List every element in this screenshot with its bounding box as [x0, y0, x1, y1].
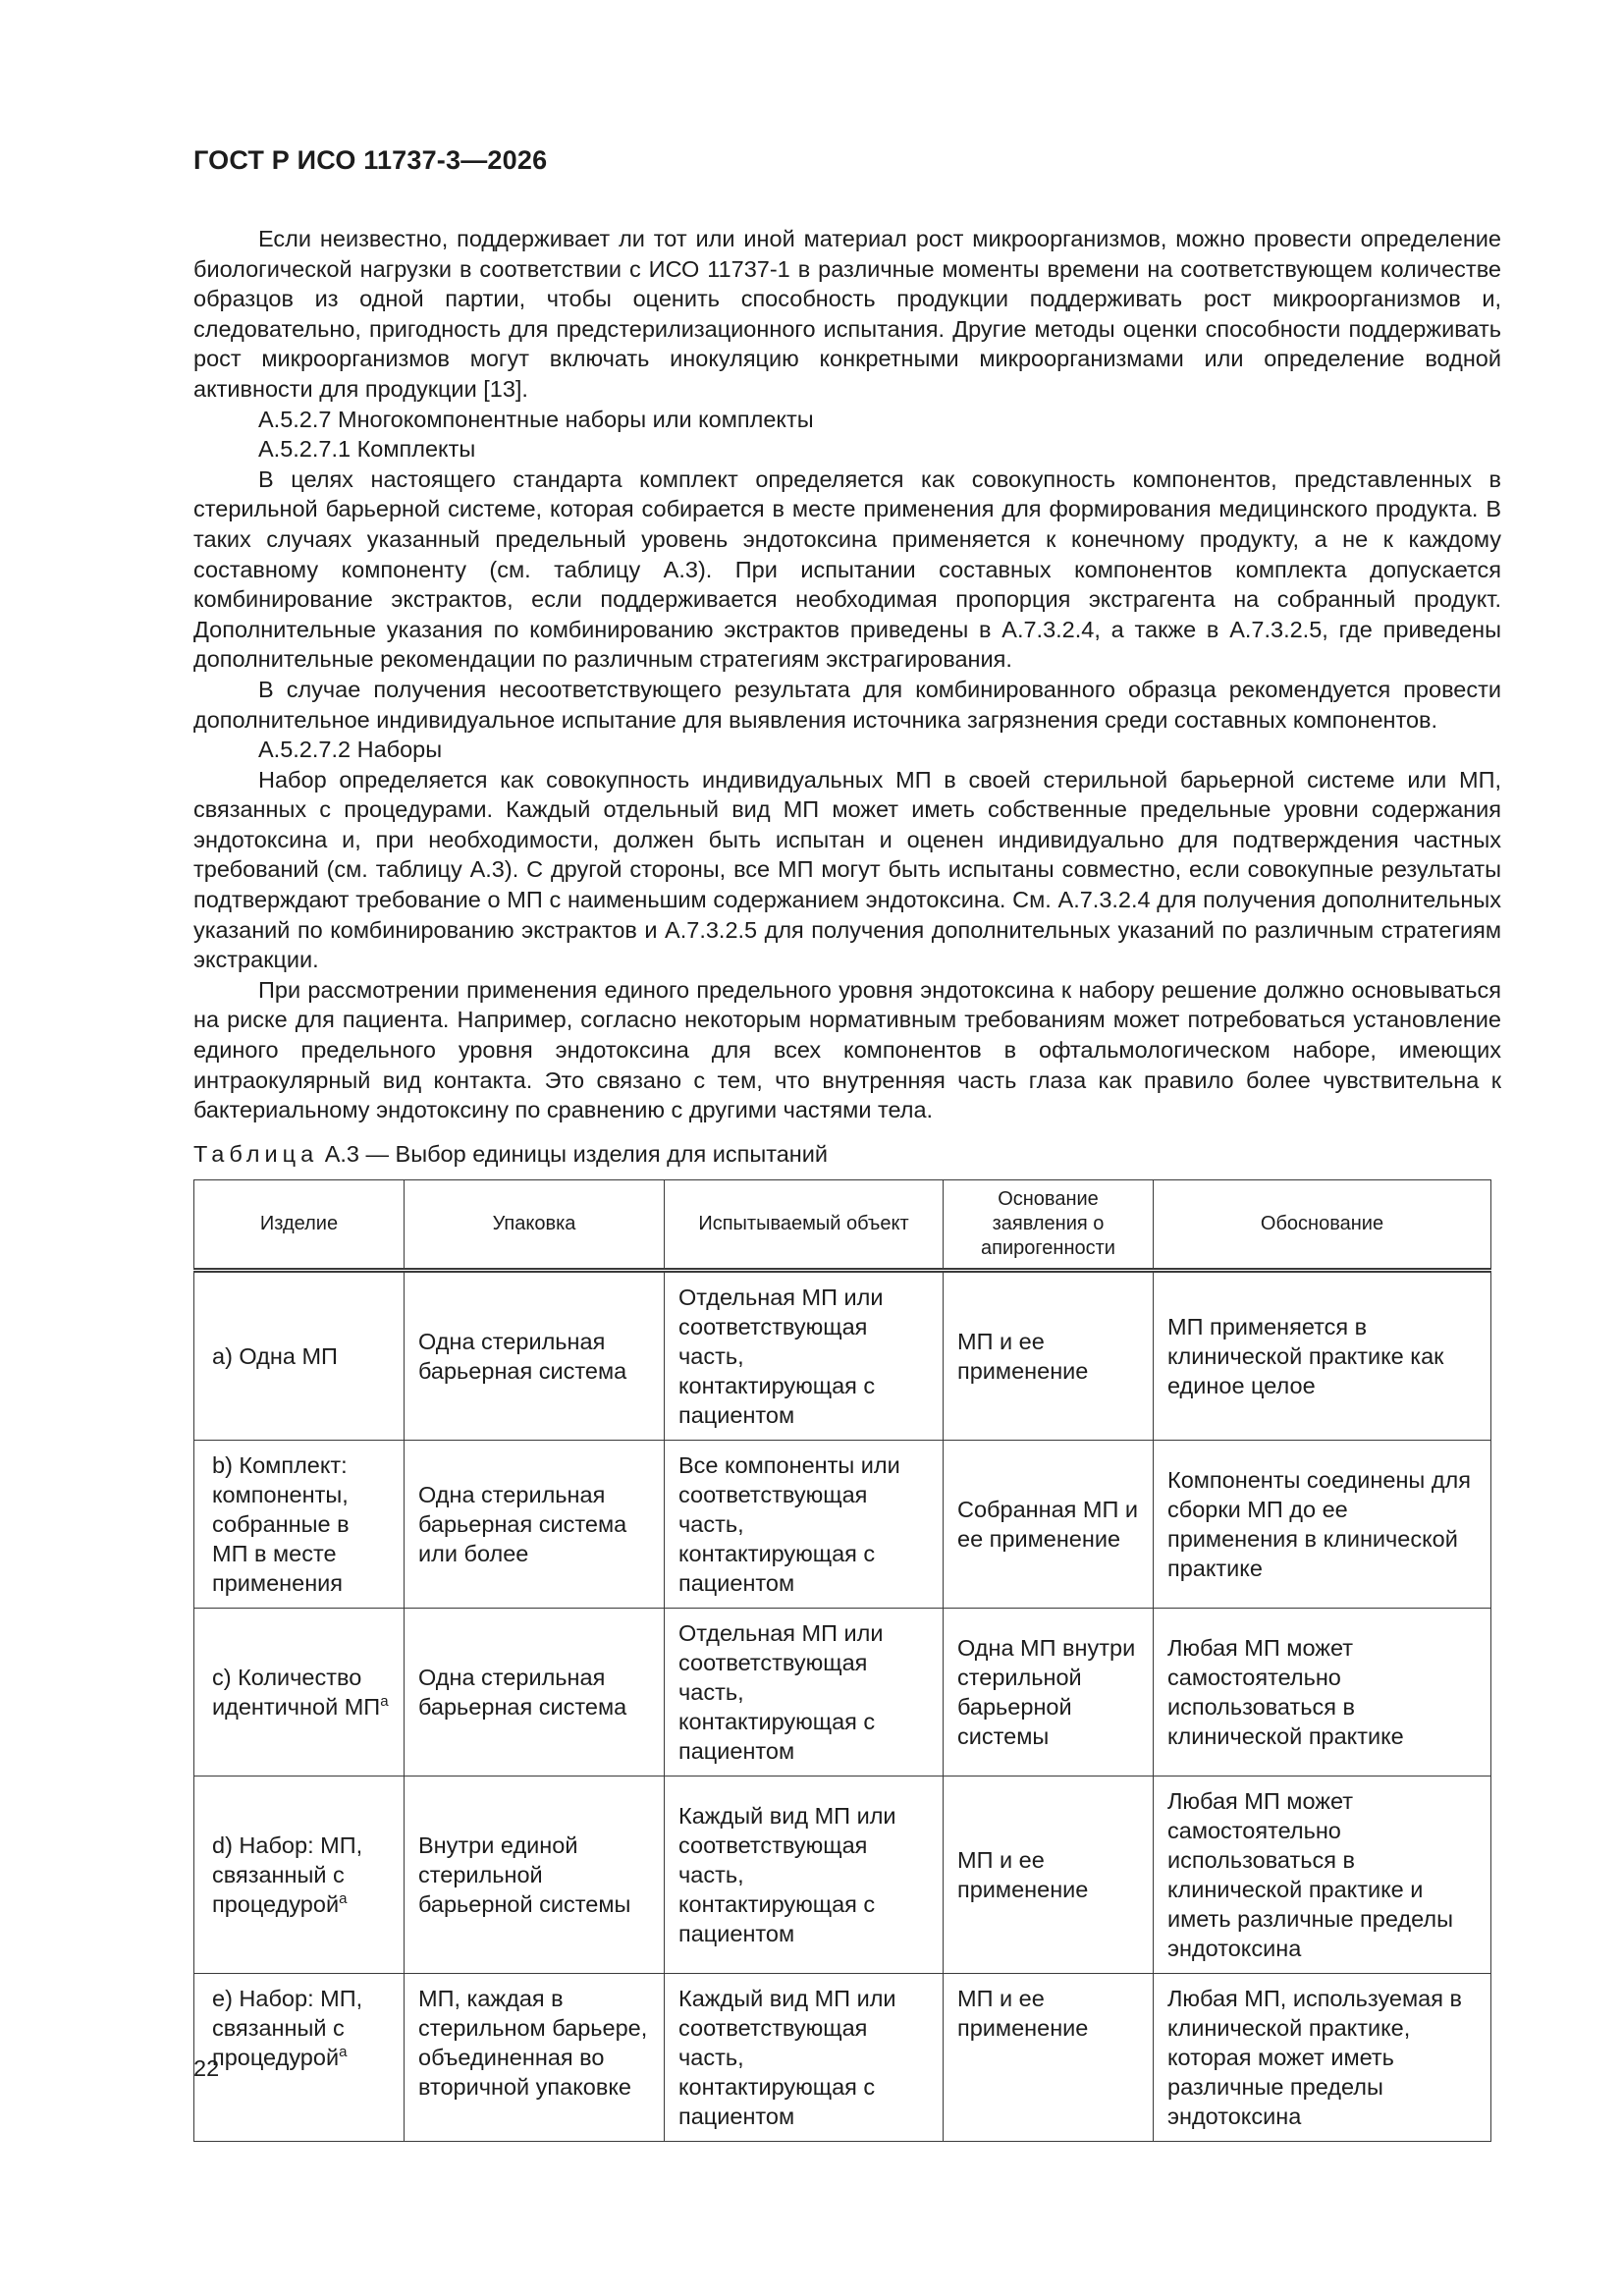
table-cell: Любая МП, используемая в клинической практике, которая может иметь различные пределы эндотоксина — [1154, 1974, 1491, 2142]
table-cell: Любая МП может самостоятельно использоваться в клинической практике и иметь различные пределы эндотоксина — [1154, 1777, 1491, 1974]
section-heading-a5-2-7: А.5.2.7 Многокомпонентные наборы или комплекты — [258, 406, 814, 432]
table-cell: Любая МП может самостоятельно использоваться в клинической практике — [1154, 1609, 1491, 1777]
table-cell: Собранная МП и ее применение — [944, 1441, 1154, 1609]
table-row — [194, 1974, 1491, 2142]
table-cell — [194, 1609, 405, 1777]
table-cell: МП и ее применение — [944, 1271, 1154, 1441]
table-cell-text: c) Количество идентичной МП — [212, 1665, 381, 1720]
document-header: ГОСТ Р ИСО 11737-3—2026 — [193, 145, 548, 175]
table-row — [194, 1271, 1491, 1441]
paragraph-kits: В целях настоящего стандарта комплект определяется как совокупность компонентов, представленных в стерильной барьерной системе, которая собирается в месте применения для формирования медицинского продукта. В таких случаях указанный предельный уровень эндотоксина применяется к конечному продукту, а не к каждому составному компоненту (см. таблицу А.3). При испытании составных компонентов комплекта допускается комбинирование экстрактов, если поддерживается необходимая пропорция экстрагента на собранный продукт. Дополнительные указания по комбинированию экстрактов приведены в А.7.3.2.4, а также в А.7.3.2.5, где приведены дополнительные рекомендации по различным стратегиям экстрагирования. — [193, 465, 1501, 673]
paragraph-nonconforming: В случае получения несоответствующего результата для комбинированного образца рекомендуется провести дополнительное индивидуальное испытание для выявления источника загрязнения среди составных компонентов. — [193, 676, 1501, 733]
table-cell: Каждый вид МП или соответствующая часть, контактирующая с пациентом — [665, 1777, 944, 1974]
page-number: 22 — [193, 2055, 220, 2081]
table-cell: Одна МП внутри стерильной барьерной системы — [944, 1609, 1154, 1777]
table-header-row — [194, 1180, 1491, 1271]
footnote-mark: a — [380, 1693, 389, 1711]
table-cell: Отдельная МП или соответствующая часть, контактирующая с пациентом — [665, 1609, 944, 1777]
table-cell — [194, 1777, 405, 1974]
section-heading-a5-2-7-2: А.5.2.7.2 Наборы — [258, 737, 443, 763]
section-heading-a5-2-7-1: А.5.2.7.1 Комплекты — [258, 436, 476, 463]
table-row — [194, 1777, 1491, 1974]
table-cell: a) Одна МП — [194, 1271, 405, 1441]
header-rationale: Обоснование — [1154, 1180, 1491, 1271]
table-cell-text: e) Набор: МП, связанный с процедурой — [212, 1986, 363, 2070]
header-pyrogen-claim: Основание заявления о апирогенности — [944, 1180, 1154, 1271]
footnote-mark: a — [339, 1890, 348, 1908]
header-packaging: Упаковка — [405, 1180, 665, 1271]
table-caption-word: Таблица — [193, 1141, 319, 1167]
table-cell: Отдельная МП или соответствующая часть, контактирующая с пациентом — [665, 1271, 944, 1441]
table-cell: МП применяется в клинической практике как единое целое — [1154, 1271, 1491, 1441]
table-caption — [193, 1141, 828, 1168]
paragraph-sets: Набор определяется как совокупность индивидуальных МП в своей стерильной барьерной системе или МП, связанных с процедурами. Каждый отдельный вид МП может иметь собственные предельные уровни содержания эндотоксина и, при необходимости, должен быть испытан и оценен индивидуально для подтверждения частных требований (см. таблицу А.3). С другой стороны, все МП могут быть испытаны совместно, если совокупные результаты подтверждают требование о МП с наименьшим содержанием эндотоксина. См. А.7.3.2.4 для получения дополнительных указаний по комбинированию экстрактов и А.7.3.2.5 для получения дополнительных указаний по различным стратегиям экстракции. — [193, 766, 1501, 973]
table-row — [194, 1609, 1491, 1777]
header-test-object: Испытываемый объект — [665, 1180, 944, 1271]
selection-table — [193, 1179, 1491, 2142]
body-text — [193, 224, 1501, 1125]
table-cell: Компоненты соединены для сборки МП до ее применения в клинической практике — [1154, 1441, 1491, 1609]
footnote-mark: a — [339, 2044, 348, 2061]
table-cell: Одна стерильная барьерная система или более — [405, 1441, 665, 1609]
table-cell: Каждый вид МП или соответствующая часть, контактирующая с пациентом — [665, 1974, 944, 2142]
table-cell: Одна стерильная барьерная система — [405, 1609, 665, 1777]
paragraph-bioburden: Если неизвестно, поддерживает ли тот или иной материал рост микроорганизмов, можно провести определение биологической нагрузки в соответствии с ИСО 11737-1 в различные моменты времени на соответствующем количестве образцов из одной партии, чтобы оценить способность продукции поддерживать рост микроорганизмов и, следовательно, пригодность для предстерилизационного испытания. Другие методы оценки способности поддерживать рост микроорганизмов могут включать инокуляцию конкретными микроорганизмами или определение водной активности для продукции [13]. — [193, 226, 1501, 402]
table-cell — [194, 1974, 405, 2142]
table-cell: Внутри единой стерильной барьерной системы — [405, 1777, 665, 1974]
table-cell: b) Комплект: компоненты, собранные в МП в месте применения — [194, 1441, 405, 1609]
table-cell: МП, каждая в стерильном барьере, объединенная во вторичной упаковке — [405, 1974, 665, 2142]
table-caption-title: А.3 — Выбор единицы изделия для испытаний — [324, 1141, 829, 1167]
paragraph-single-limit: При рассмотрении применения единого предельного уровня эндотоксина к набору решение должно основываться на риске для пациента. Например, согласно некоторым нормативным требованиям может потребоваться установление единого предельного уровня эндотоксина для всех компонентов в офтальмологическом наборе, имеющих интраокулярный вид контакта. Это связано с тем, что внутренняя часть глаза как правило более чувствительна к бактериальному эндотоксину по сравнению с другими частями тела. — [193, 976, 1501, 1123]
table-cell-text: d) Набор: МП, связанный с процедурой — [212, 1832, 363, 1917]
table-row — [194, 1441, 1491, 1609]
table-cell: МП и ее применение — [944, 1777, 1154, 1974]
table-cell: Все компоненты или соответствующая часть, контактирующая с пациентом — [665, 1441, 944, 1609]
table-cell: Одна стерильная барьерная система — [405, 1271, 665, 1441]
table-cell: МП и ее применение — [944, 1974, 1154, 2142]
header-item: Изделие — [194, 1180, 405, 1271]
